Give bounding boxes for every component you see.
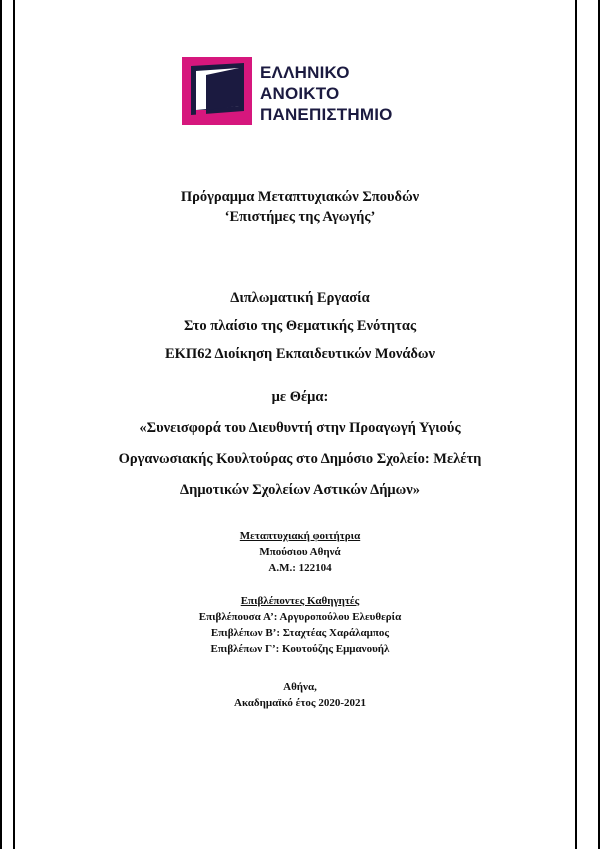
- program-name: Πρόγραμμα Μεταπτυχιακών Σπουδών: [180, 189, 420, 205]
- student-name: Μπούσιου Αθηνά: [259, 546, 341, 558]
- topic-line-1: «Συνεισφορά του Διευθυντή στην Προαγωγή Υγιούς: [139, 420, 461, 436]
- student-id: Α.Μ.: 122104: [268, 562, 332, 574]
- thesis-topic: [0, 382, 600, 506]
- supervisors-heading: Επιβλέποντες Καθηγητές: [240, 595, 360, 607]
- university-name-line-3: ΠΑΝΕΠΙΣΤΗΜΙΟ: [260, 105, 393, 124]
- thesis-info: [0, 284, 600, 368]
- student-heading: Μεταπτυχιακή φοιτήτρια: [239, 530, 361, 542]
- topic-line-2: Οργανωσιακής Κουλτούρας στο Δημόσιο Σχολείο: Μελέτη: [118, 451, 482, 467]
- academic-year: Ακαδημαϊκό έτος 2020-2021: [234, 697, 366, 709]
- program-title: [0, 187, 600, 227]
- thesis-module: ΕΚΠ62 Διοίκηση Εκπαιδευτικών Μονάδων: [164, 346, 436, 362]
- university-logo-icon: [182, 57, 252, 125]
- thesis-type: Διπλωματική Εργασία: [230, 290, 370, 306]
- supervisor-b: Επιβλέπων Β’: Σταχτέας Χαράλαμπος: [210, 627, 390, 639]
- supervisor-c: Επιβλέπων Γ’: Κουτούζης Εμμανουήλ: [210, 643, 390, 655]
- program-field: ‘Επιστήμες της Αγωγής’: [224, 209, 376, 225]
- topic-line-3: Δημοτικών Σχολείων Αστικών Δήμων»: [180, 482, 420, 498]
- supervisors-info: [0, 593, 600, 657]
- supervisor-a: Επιβλέπουσα Α’: Αργυροπούλου Ελευθερία: [198, 611, 402, 623]
- university-name-line-1: ΕΛΛΗΝΙΚΟ: [260, 63, 350, 82]
- student-info: [0, 528, 600, 576]
- thesis-context: Στο πλαίσιο της Θεματικής Ενότητας: [183, 318, 417, 334]
- city: Αθήνα,: [283, 681, 317, 693]
- place-and-year: [0, 679, 600, 711]
- university-name-line-2: ΑΝΟΙΚΤΟ: [260, 84, 340, 103]
- topic-heading: με Θέμα:: [271, 389, 329, 405]
- university-name: [260, 62, 393, 125]
